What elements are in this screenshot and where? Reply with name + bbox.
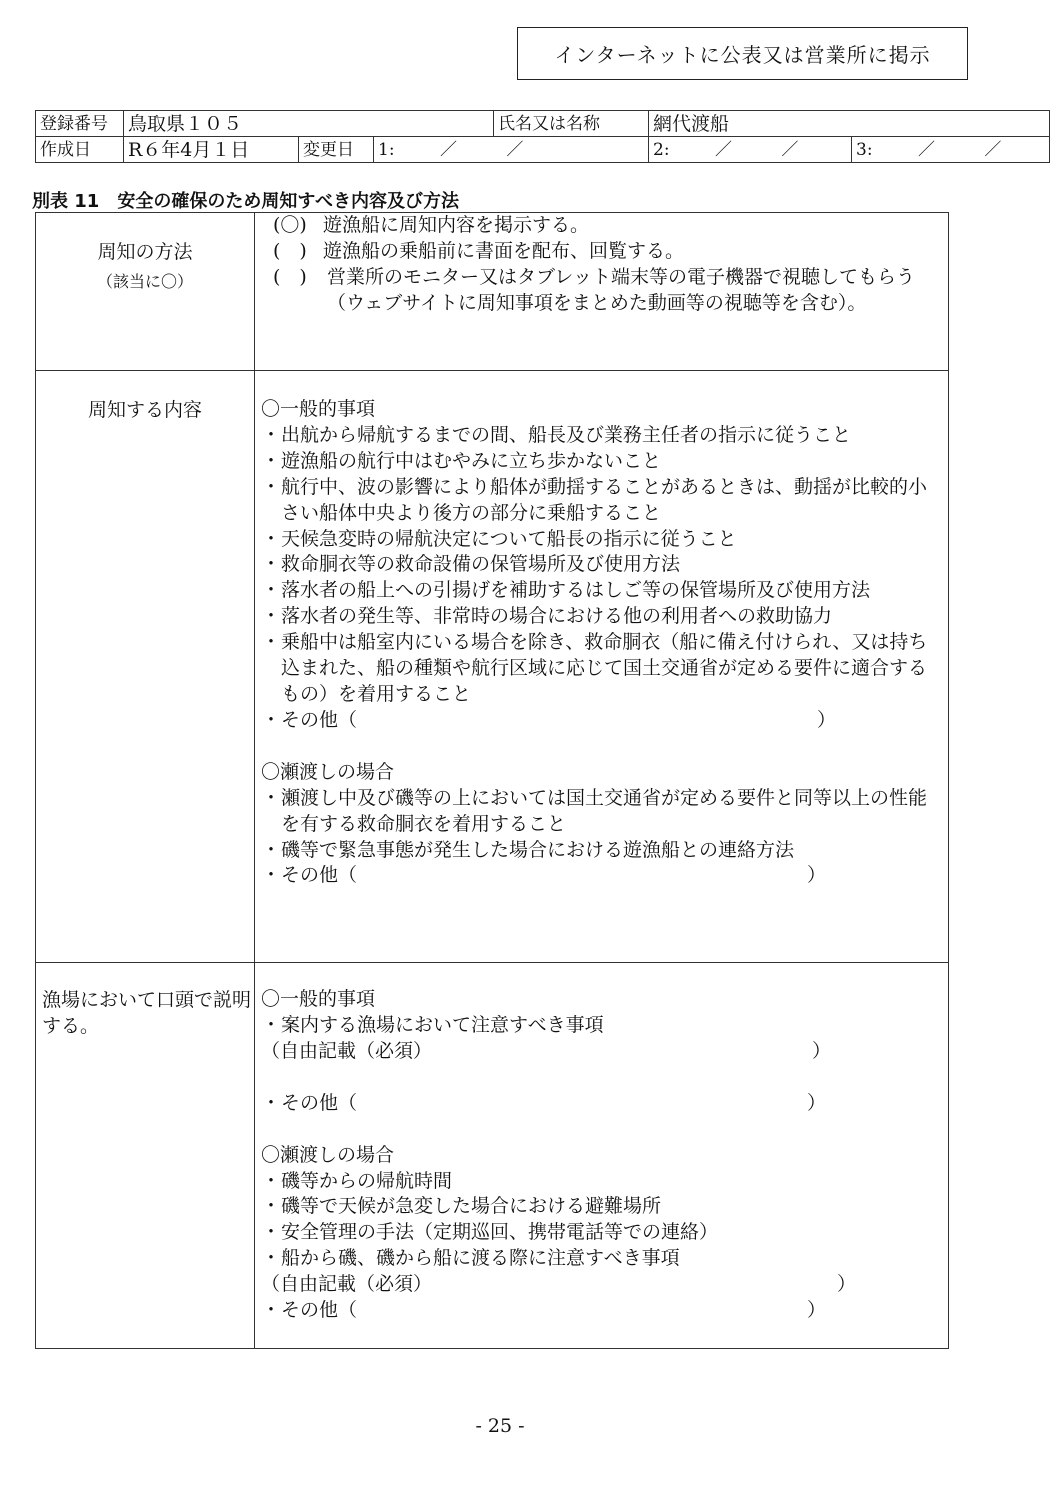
method-option-2-text: 遊漁船の乗船前に書面を配布、回覧する。 xyxy=(323,239,685,262)
notify-general-item: ・ 遊漁船の航行中はむやみに立ち歩かないこと xyxy=(261,449,662,472)
oral-label-cell xyxy=(36,963,255,1349)
notify-rock-heading: 〇瀬渡しの場合 xyxy=(261,760,395,783)
method-label-cell xyxy=(36,213,255,371)
changed-label: 変更日 xyxy=(299,137,374,163)
notify-rock-item: ・ 磯等で緊急事態が発生した場合における遊漁船との連絡方法 xyxy=(261,838,795,861)
notify-general-item: ・ 落水者の発生等、非常時の場合における他の利用者への救助協力 xyxy=(261,605,833,628)
method-content-cell xyxy=(255,213,949,371)
change-slot-1 xyxy=(374,137,649,163)
notify-general-item: ・ 出航から帰航するまでの間、船長及び業務主任者の指示に従うこと xyxy=(261,423,852,446)
method-label: 周知の方法 xyxy=(97,241,193,263)
change-slot-1-label: 1: xyxy=(378,139,395,160)
created-label: 作成日 xyxy=(36,137,124,163)
notify-general-item: ・ 救命胴衣等の救命設備の保管場所及び使用方法 xyxy=(261,553,681,576)
safety-notice-table xyxy=(35,212,949,1349)
change-slot-2 xyxy=(649,137,852,163)
notify-general-item: ・ 天候急変時の帰航決定について船長の指示に従うこと xyxy=(261,527,737,550)
change-slot-3-label: 3: xyxy=(856,139,873,160)
name-value: 網代渡船 xyxy=(649,111,1050,137)
method-option-2 xyxy=(261,239,944,265)
method-option-1-text: 遊漁船に周知内容を掲示する。 xyxy=(323,214,590,236)
oral-rock-item: ・ 磯等で天候が急変した場合における避難場所 xyxy=(261,1195,662,1218)
method-option-1-mark: (〇) xyxy=(273,214,307,236)
oral-content-cell xyxy=(255,963,949,1349)
method-sublabel: （該当に〇） xyxy=(96,272,193,291)
change-slot-1-slashes: ／ ／ xyxy=(439,139,546,160)
change-slot-3-slashes: ／ ／ xyxy=(917,139,1024,160)
created-value: R６年4月１日 xyxy=(124,137,299,163)
notify-rock-other: ・ その他（ ） xyxy=(261,864,827,887)
notify-general-heading: 〇一般的事項 xyxy=(261,398,376,420)
oral-rock-item: ・ 船から磯、磯から船に渡る際に注意すべき事項 xyxy=(261,1247,680,1270)
notify-rock-item: ・ 瀬渡し中及び磯等の上においては国土交通省が定める要件と同等以上の性能を有する救命胴衣を着用すること xyxy=(261,786,928,835)
oral-general-item: ・ 案内する漁場において注意すべき事項 xyxy=(261,1013,604,1036)
oral-rock-item: ・ 安全管理の手法（定期巡回、携帯電話等での連絡） xyxy=(261,1221,719,1244)
notify-general-other: ・ その他（ ） xyxy=(261,708,837,731)
oral-general-other: ・ その他（ ） xyxy=(261,1091,827,1114)
name-label: 氏名又は名称 xyxy=(494,111,649,137)
notify-general-item: ・ 落水者の船上への引揚げを補助するはしご等の保管場所及び使用方法 xyxy=(261,579,871,602)
notify-content-cell xyxy=(255,371,949,963)
method-option-3-mark: ( ) xyxy=(273,265,307,288)
change-slot-2-slashes: ／ ／ xyxy=(714,139,821,160)
oral-rock-other: ・ その他（ ） xyxy=(261,1299,827,1322)
method-option-3 xyxy=(261,265,944,317)
change-slot-2-label: 2: xyxy=(653,139,670,160)
method-option-1 xyxy=(261,213,944,239)
notify-label: 周知する内容 xyxy=(87,399,202,421)
notify-general-item: ・ 乗船中は船室内にいる場合を除き、救命胴衣（船に備え付けられ、又は持ち込まれた、船の種類や航行区域に応じて国土交通省が定める要件に適合するもの）を着用すること xyxy=(261,631,928,705)
section-title: 別表 11 安全の確保のため周知すべき内容及び方法 xyxy=(32,191,459,212)
oral-rock-heading: 〇瀬渡しの場合 xyxy=(261,1143,395,1166)
oral-rock-free-text: （自由記載（必須） ） xyxy=(261,1273,857,1296)
oral-general-free-text: （自由記載（必須） ） xyxy=(261,1039,832,1062)
method-option-2-mark: ( ) xyxy=(273,239,307,262)
oral-label: 漁場において口頭で説明する。 xyxy=(42,989,252,1037)
change-slot-3 xyxy=(852,137,1050,163)
notify-label-cell xyxy=(36,371,255,963)
reg-value: 鳥取県１０５ xyxy=(124,111,494,137)
registration-header-table xyxy=(35,110,1050,163)
notify-general-item: ・ 航行中、波の影響により船体が動揺することがあるときは、動揺が比較的小さい船体中央より後方の部分に乗船すること xyxy=(261,475,928,524)
page-number: - 25 - xyxy=(475,1415,525,1437)
oral-general-heading: 〇一般的事項 xyxy=(261,988,376,1010)
method-option-3-text: 営業所のモニター又はタブレット端末等の電子機器で視聴してもらう（ウェブサイトに周知事項をまとめた動画等の視聴等を含む）。 xyxy=(327,265,916,314)
notice-badge: インターネットに公表又は営業所に掲示 xyxy=(517,27,968,80)
oral-rock-item: ・ 磯等からの帰航時間 xyxy=(261,1169,453,1192)
reg-label: 登録番号 xyxy=(36,111,124,137)
